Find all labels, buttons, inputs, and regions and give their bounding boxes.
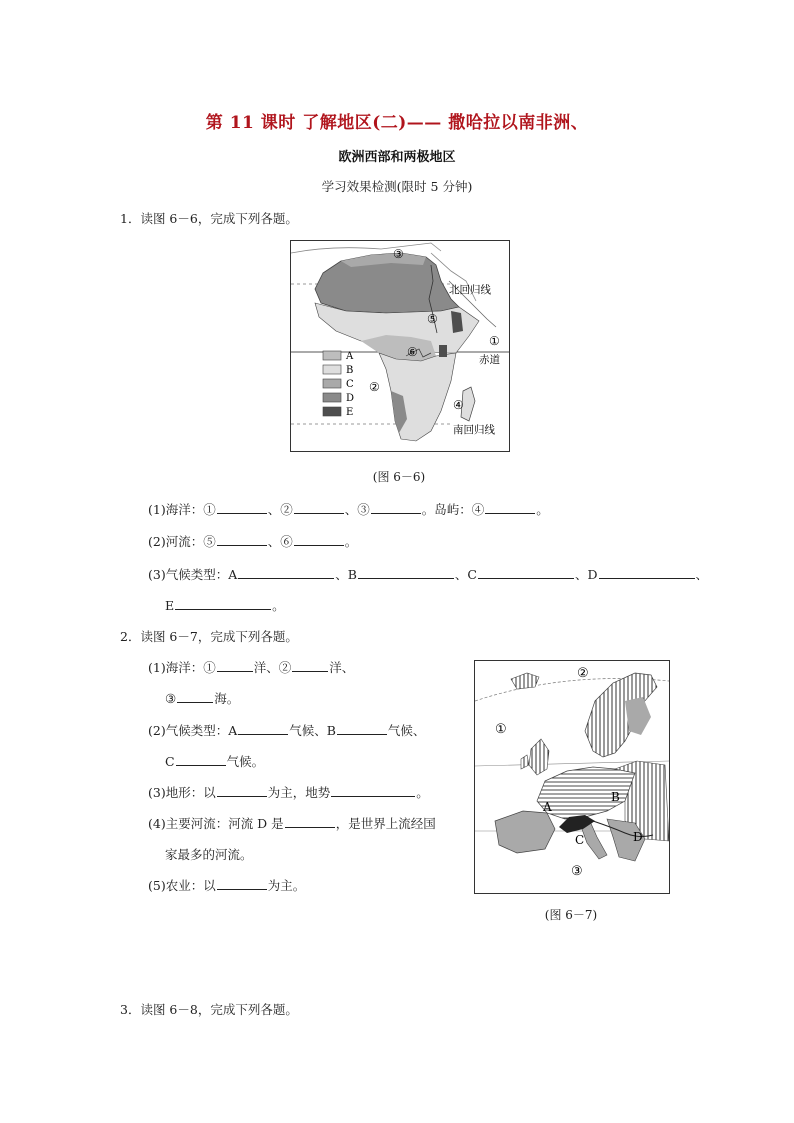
legend-label-e: E bbox=[346, 407, 354, 418]
europe-label-1: ① bbox=[495, 722, 507, 737]
africa-map-svg bbox=[291, 241, 509, 451]
question-2-stem: 2．读图 6－7，完成下列各题。 bbox=[120, 629, 298, 644]
legend-swatch-b bbox=[323, 365, 341, 374]
question-1-part-3-line2: E 。 bbox=[165, 598, 285, 613]
answer-blank[interactable] bbox=[331, 784, 415, 797]
legend-swatch-a bbox=[323, 351, 341, 360]
page-title-line2: 欧洲西部和两极地区 bbox=[338, 150, 456, 165]
map-label-2: ② bbox=[369, 380, 380, 394]
answer-blank[interactable] bbox=[285, 815, 335, 828]
answer-blank[interactable] bbox=[294, 533, 344, 546]
question-2-part-5: (5)农业：以 为主。 bbox=[148, 878, 306, 893]
europe-label-b: B bbox=[611, 790, 620, 804]
answer-blank[interactable] bbox=[176, 753, 226, 766]
map-label-4: ④ bbox=[453, 398, 464, 412]
legend-swatch-c bbox=[323, 379, 341, 388]
europe-map bbox=[474, 660, 670, 894]
answer-blank[interactable] bbox=[217, 877, 267, 890]
answer-blank[interactable] bbox=[175, 597, 271, 610]
legend-swatch-d bbox=[323, 393, 341, 402]
answer-blank[interactable] bbox=[478, 566, 574, 579]
question-2-part-2-line2: C 气候。 bbox=[165, 754, 265, 769]
question-2-part-4-line2: 家最多的河流。 bbox=[165, 847, 253, 862]
legend-label-c: C bbox=[346, 379, 354, 390]
page-subtitle: 学习效果检测(限时 5 分钟) bbox=[321, 179, 473, 194]
map-label-6: ⑥ bbox=[407, 345, 418, 359]
answer-blank[interactable] bbox=[238, 722, 288, 735]
legend-label-d: D bbox=[346, 393, 355, 404]
map-label-tropic-north: 北回归线 bbox=[449, 284, 491, 296]
legend-swatch-e bbox=[323, 407, 341, 416]
europe-label-c: C bbox=[575, 833, 585, 847]
question-1-part-3: (3)气候类型：A 、B 、C 、D 、 bbox=[148, 567, 709, 582]
question-2-part-3: (3)地形：以 为主，地势 。 bbox=[148, 785, 429, 800]
answer-blank[interactable] bbox=[238, 566, 334, 579]
europe-label-a: A bbox=[543, 800, 552, 814]
answer-blank[interactable] bbox=[599, 566, 695, 579]
answer-blank[interactable] bbox=[177, 690, 213, 703]
legend-label-b: B bbox=[346, 365, 354, 376]
answer-blank[interactable] bbox=[217, 533, 267, 546]
answer-blank[interactable] bbox=[217, 501, 267, 514]
map-label-1: ① bbox=[489, 334, 500, 348]
map-label-3: ③ bbox=[393, 247, 404, 261]
legend-label-a: A bbox=[346, 351, 354, 362]
answer-blank[interactable] bbox=[337, 722, 387, 735]
figure-6-7-caption: (图 6－7) bbox=[544, 908, 598, 922]
answer-blank[interactable] bbox=[217, 659, 253, 672]
answer-blank[interactable] bbox=[217, 784, 267, 797]
answer-blank[interactable] bbox=[294, 501, 344, 514]
answer-blank[interactable] bbox=[358, 566, 454, 579]
africa-map bbox=[290, 240, 510, 452]
europe-map-svg bbox=[475, 661, 669, 893]
map-label-tropic-south: 南回归线 bbox=[453, 424, 495, 436]
map-label-5: ⑤ bbox=[427, 312, 438, 326]
question-3-stem: 3．读图 6－8，完成下列各题。 bbox=[120, 1002, 298, 1017]
question-1-part-2: (2)河流：⑤ 、⑥ 。 bbox=[148, 534, 358, 549]
europe-label-3: ③ bbox=[571, 864, 583, 879]
europe-label-2: ② bbox=[577, 666, 589, 681]
question-2-part-1-line2: ③ 海。 bbox=[165, 691, 240, 706]
europe-label-d: D bbox=[633, 830, 643, 844]
question-2-part-2: (2)气候类型：A 气候、B 气候、 bbox=[148, 723, 426, 738]
question-2-part-1: (1)海洋：① 洋、② 洋、 bbox=[148, 660, 355, 675]
page-title: 第 11 课时 了解地区(二)—— 撒哈拉以南非洲、 bbox=[205, 113, 589, 133]
question-2-part-4: (4)主要河流：河流 D 是 ，是世界上流经国 bbox=[148, 816, 436, 831]
question-1-stem: 1．读图 6－6，完成下列各题。 bbox=[120, 211, 298, 226]
answer-blank[interactable] bbox=[371, 501, 421, 514]
map-label-equator: 赤道 bbox=[479, 354, 500, 366]
figure-6-6-caption: (图 6－6) bbox=[372, 470, 426, 484]
question-1-part-1: (1)海洋：① 、② 、③ 。岛屿：④ 。 bbox=[148, 502, 549, 517]
answer-blank[interactable] bbox=[485, 501, 535, 514]
answer-blank[interactable] bbox=[292, 659, 328, 672]
